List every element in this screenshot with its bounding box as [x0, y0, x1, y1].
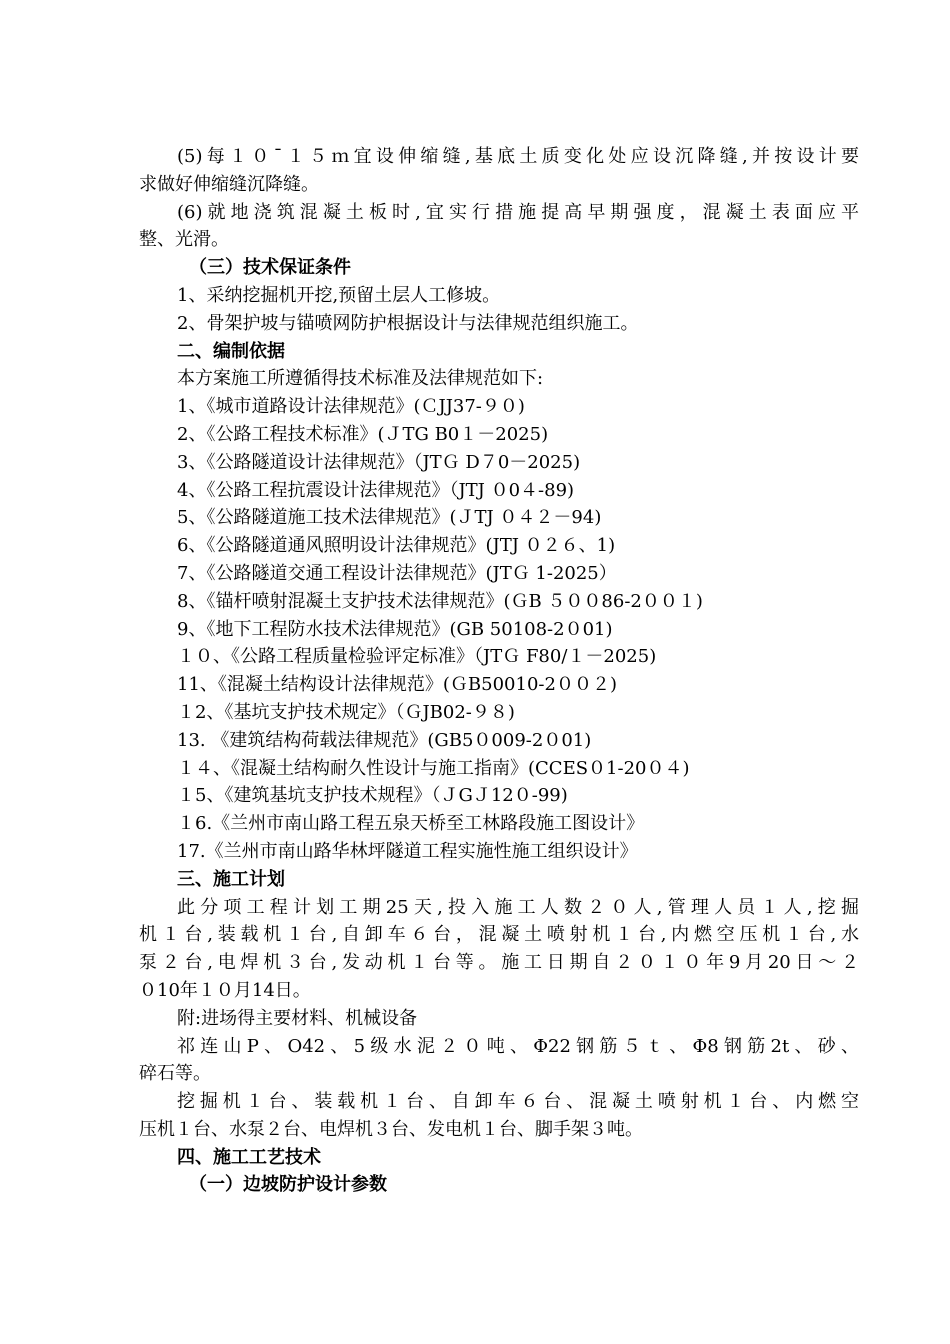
list-item: １2、《基坑支护技术规定》（ＧJB02-９８) [177, 701, 515, 723]
list-item: 1、采纳挖掘机开挖,预留土层人工修坡。 [177, 284, 501, 306]
paragraph-line: 整、光滑。 [139, 229, 229, 251]
section-heading: 二、编制依据 [177, 340, 285, 362]
paragraph-line: 祁连山P、O42、5级水泥２０吨、Φ22钢筋５ｔ、Φ8钢筋2t、砂、 [177, 1035, 859, 1057]
paragraph-line: ０10年１０月14日。 [139, 979, 311, 1001]
list-item: １5、《建筑基坑支护技术规程》（ＪGＪ12０-99) [177, 785, 568, 807]
list-item: 11、《混凝土结构设计法律规范》(ＧB50010-2００２) [177, 674, 617, 696]
list-item: 2、《公路工程技术标准》(ＪTG B0１－2025) [177, 423, 549, 445]
list-item: 5、《公路隧道施工技术法律规范》(ＪTJ ０４２－94) [177, 507, 602, 529]
list-item: 9、《地下工程防水技术法律规范》(GB 50108-2０01) [177, 618, 613, 640]
list-item: 3、《公路隧道设计法律规范》（JTＧ D７0－2025) [177, 451, 581, 473]
section-heading: （一）边坡防护设计参数 [189, 1174, 387, 1196]
paragraph-line: 碎石等。 [139, 1063, 211, 1085]
list-item: 1、《城市道路设计法律规范》(ＣJJ37-９０) [177, 396, 525, 418]
list-item: 8、《锚杆喷射混凝土支护技术法律规范》(ＧB ５００86-2００１) [177, 590, 703, 612]
paragraph-line: (6)就地浇筑混凝土板时,宜实行措施提高早期强度，混凝土表面应平 [177, 201, 859, 223]
paragraph-line: 泵２台,电焊机３台,发动机１台等。施工日期自２０１０年9月20日～２ [139, 952, 859, 974]
paragraph-line: 求做好伸缩缝沉降缝。 [139, 173, 319, 195]
paragraph-line: (5)每１０¯１５ｍ宜设伸缩缝,基底土质变化处应设沉降缝,并按设计要 [177, 146, 859, 167]
list-item: １４、《混凝土结构耐久性设计与施工指南》(CCES０1-20０４) [177, 757, 690, 779]
paragraph-line: 压机１台、水泵２台、电焊机３台、发电机１台、脚手架３吨。 [139, 1118, 643, 1140]
paragraph-line: 本方案施工所遵循得技术标准及法律规范如下: [177, 368, 544, 390]
list-item: 6、《公路隧道通风照明设计法律规范》(JTJ ０２６、1) [177, 535, 616, 557]
section-heading: （三）技术保证条件 [189, 257, 351, 279]
section-heading: 四、施工工艺技术 [177, 1146, 321, 1168]
list-item: １０、《公路工程质量检验评定标准》（JTＧ F80/１－2025) [177, 646, 657, 668]
list-item: 17.《兰州市南山路华林坪隧道工程实施性施工组织设计》 [177, 840, 638, 862]
paragraph-line: 附:进场得主要材料、机械设备 [177, 1007, 418, 1029]
section-heading: 三、施工计划 [177, 868, 285, 890]
list-item: １6.《兰州市南山路工程五泉天桥至工林路段施工图设计》 [177, 813, 645, 835]
list-item: 7、《公路隧道交通工程设计法律规范》(JTＧ 1-2025） [177, 562, 617, 584]
list-item: 4、《公路工程抗震设计法律规范》（JTJ ０0４-89) [177, 479, 575, 501]
paragraph-line: 此分项工程计划工期25天,投入施工人数２０人,管理人员１人,挖掘 [177, 896, 859, 918]
document-body [139, 143, 859, 1199]
list-item: 2、骨架护坡与锚喷网防护根据设计与法律规范组织施工。 [177, 312, 639, 334]
list-item: 13. 《建筑结构荷载法律规范》(GB5０009-2０01) [177, 729, 592, 751]
paragraph-line: 挖掘机１台、装载机１台、自卸车６台、混凝土喷射机１台、内燃空 [177, 1091, 859, 1113]
paragraph-line: 机１台,装载机１台,自卸车６台，混凝土喷射机１台,内燃空压机１台,水 [139, 924, 859, 946]
